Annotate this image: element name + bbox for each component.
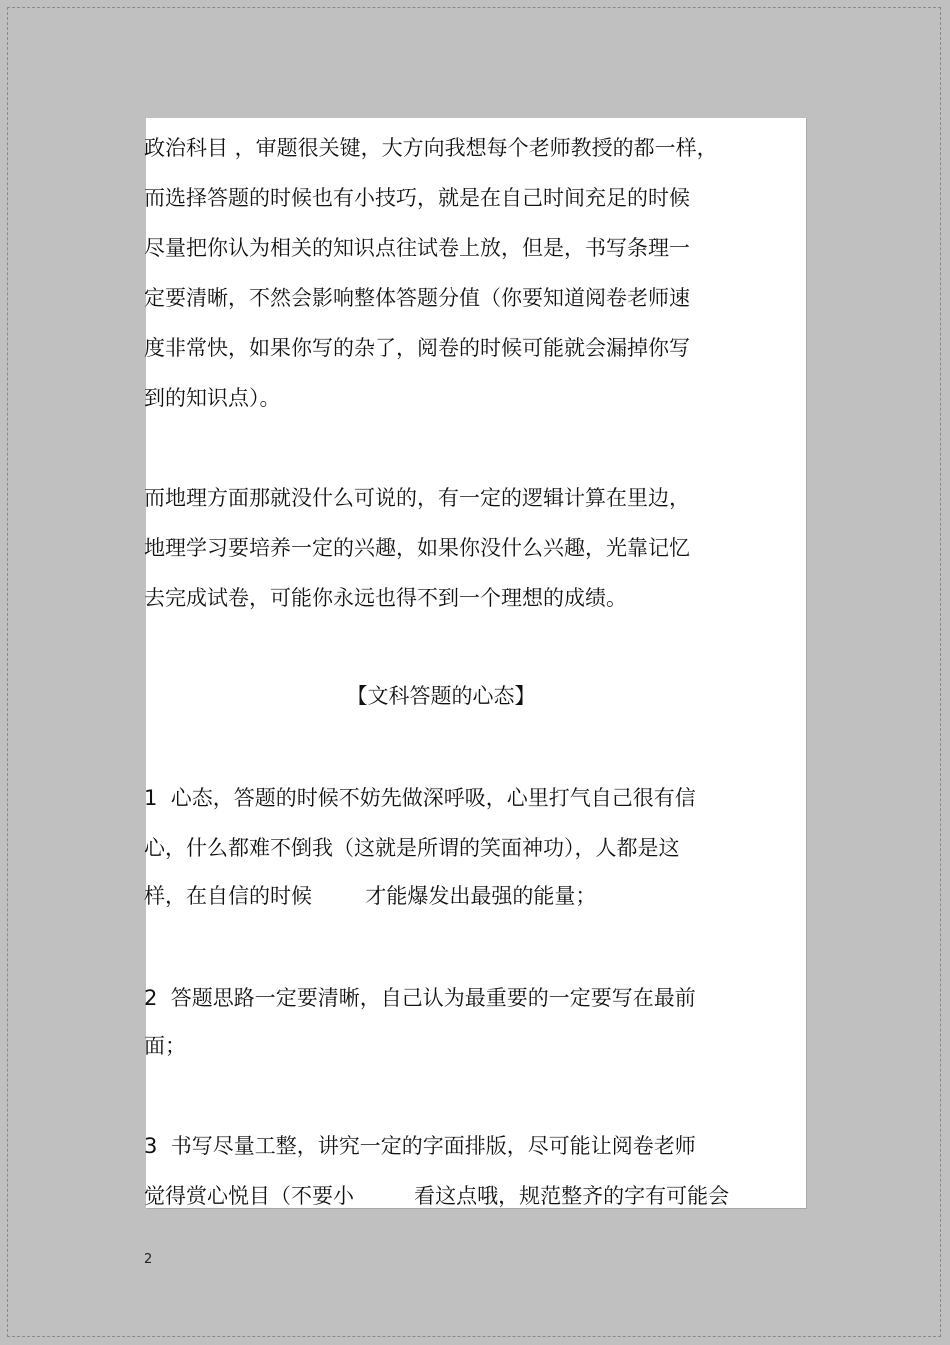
paragraph-1-line-4: 定要清晰，不然会影响整体答题分值（你要知道阅卷老师速 <box>144 286 690 310</box>
section-heading-text: 【文科答题的心态】 <box>346 684 536 708</box>
paragraph-1-line-5: 度非常快，如果你写的杂了，阅卷的时候可能就会漏掉你写 <box>144 336 690 360</box>
paragraph-1-line-2: 而选择答题的时候也有小技巧，就是在自己时间充足的时候 <box>144 186 690 210</box>
paragraph-2-line-2: 地理学习要培养一定的兴趣，如果你没什么兴趣，光靠记忆 <box>144 536 690 560</box>
page-number: 2 <box>144 1252 153 1267</box>
item-2-line-2: 面； <box>144 1034 186 1058</box>
item-1-line-3: 样，在自信的时候 才能爆发出最强的能量； <box>144 884 597 908</box>
item-2-line-1: 2 答题思路一定要清晰，自己认为最重要的一定要写在最前 <box>144 986 696 1010</box>
item-3-line-2: 觉得赏心悦目（不要小 看这点哦，规范整齐的字有可能会 <box>144 1184 730 1208</box>
paragraph-2-line-1: 而地理方面那就没什么可说的，有一定的逻辑计算在里边， <box>144 486 690 510</box>
text-area-background <box>146 118 806 1208</box>
item-1-line-1: 1 心态，答题的时候不妨先做深呼吸，心里打气自己很有信 <box>144 786 696 810</box>
paragraph-1-line-1: 政治科目 ，审题很关键，大方向我想每个老师教授的都一样， <box>144 136 718 160</box>
item-3-line-1: 3 书写尽量工整，讲究一定的字面排版，尽可能让阅卷老师 <box>144 1134 696 1158</box>
paragraph-2-line-3: 去完成试卷，可能你永远也得不到一个理想的成绩。 <box>144 586 627 610</box>
section-heading <box>0 683 950 709</box>
item-1-line-2: 心，什么都难不倒我（这就是所谓的笑面神功），人都是这 <box>144 836 680 860</box>
paragraph-1-line-3: 尽量把你认为相关的知识点往试卷上放，但是，书写条理一 <box>144 236 690 260</box>
paragraph-1-line-6: 到的知识点）。 <box>144 386 281 410</box>
